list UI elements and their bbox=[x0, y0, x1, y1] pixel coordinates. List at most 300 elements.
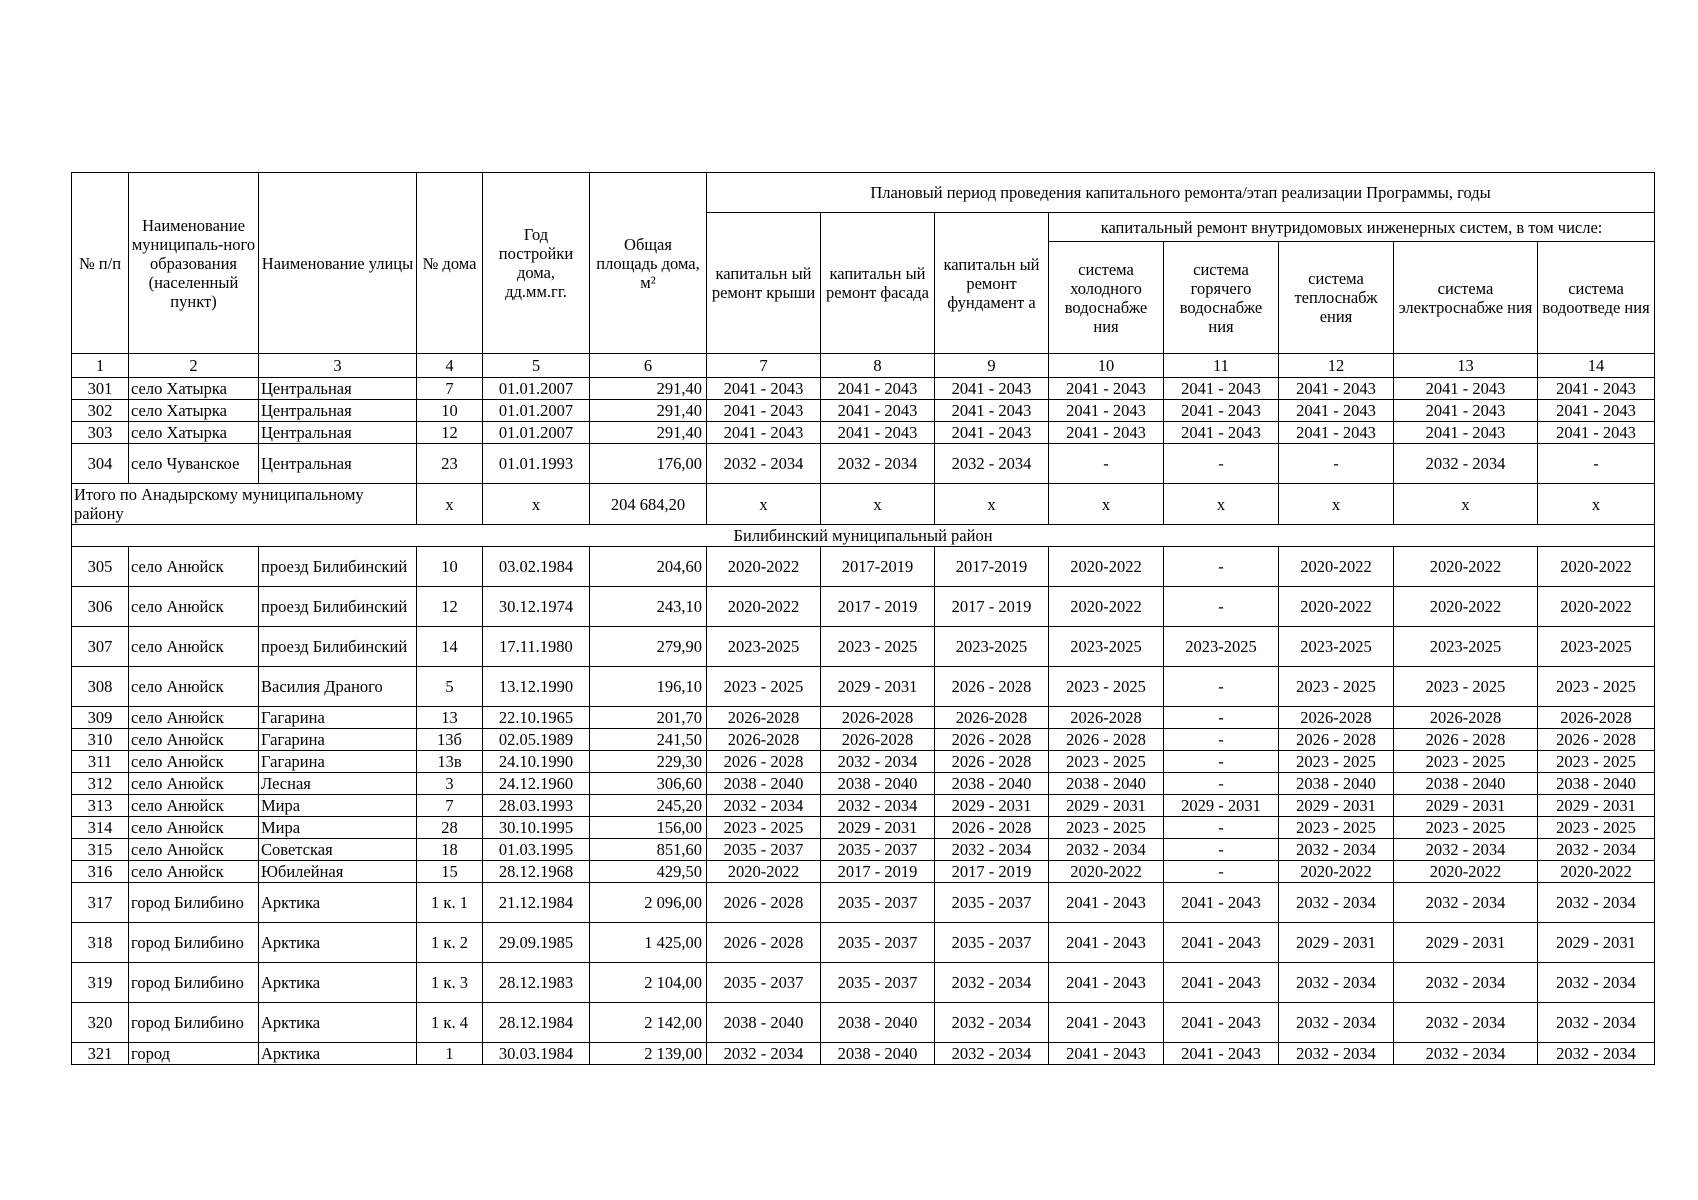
cold-water-period: 2041 - 2043 bbox=[1049, 1003, 1164, 1043]
hot-water-period: - bbox=[1164, 547, 1279, 587]
heating-period: x bbox=[1279, 484, 1394, 525]
header-area: Общая площадь дома, м² bbox=[590, 173, 707, 354]
build-date: 01.01.2007 bbox=[483, 378, 590, 400]
heating-period: 2023 - 2025 bbox=[1279, 667, 1394, 707]
house-number: 12 bbox=[417, 422, 483, 444]
cold-water-period: 2041 - 2043 bbox=[1049, 923, 1164, 963]
street: Арктика bbox=[259, 1003, 417, 1043]
header-hot-water: система горячего водоснабже ния bbox=[1164, 242, 1279, 354]
facade-period: 2035 - 2037 bbox=[821, 883, 935, 923]
heating-period: 2026 - 2028 bbox=[1279, 729, 1394, 751]
header-drainage: система водоотведе ния bbox=[1538, 242, 1655, 354]
municipality: город Билибино bbox=[129, 923, 259, 963]
hot-water-period: - bbox=[1164, 773, 1279, 795]
drainage-period: 2032 - 2034 bbox=[1538, 1003, 1655, 1043]
facade-period: 2026-2028 bbox=[821, 729, 935, 751]
row-num: 310 bbox=[72, 729, 129, 751]
row-num: 312 bbox=[72, 773, 129, 795]
heating-period: 2020-2022 bbox=[1279, 587, 1394, 627]
roof-period: 2026-2028 bbox=[707, 729, 821, 751]
table-row bbox=[72, 817, 1655, 839]
drainage-period: 2032 - 2034 bbox=[1538, 1043, 1655, 1065]
facade-period: 2032 - 2034 bbox=[821, 795, 935, 817]
house-number: 7 bbox=[417, 378, 483, 400]
heating-period: - bbox=[1279, 444, 1394, 484]
street: проезд Билибинский bbox=[259, 587, 417, 627]
street: проезд Билибинский bbox=[259, 547, 417, 587]
row-num: 309 bbox=[72, 707, 129, 729]
house-number: 3 bbox=[417, 773, 483, 795]
total-area: 2 104,00 bbox=[590, 963, 707, 1003]
heating-period: 2041 - 2043 bbox=[1279, 400, 1394, 422]
house-number: 23 bbox=[417, 444, 483, 484]
row-num: 302 bbox=[72, 400, 129, 422]
facade-period: 2041 - 2043 bbox=[821, 422, 935, 444]
total-area: 429,50 bbox=[590, 861, 707, 883]
header-roof: капитальн ый ремонт крыши bbox=[707, 213, 821, 354]
row-num: 320 bbox=[72, 1003, 129, 1043]
total-area: 2 139,00 bbox=[590, 1043, 707, 1065]
foundation-period: 2017 - 2019 bbox=[935, 587, 1049, 627]
section-title: Билибинский муниципальный район bbox=[72, 525, 1655, 547]
facade-period: 2029 - 2031 bbox=[821, 817, 935, 839]
foundation-period: 2041 - 2043 bbox=[935, 400, 1049, 422]
total-area: 241,50 bbox=[590, 729, 707, 751]
municipality: город Билибино bbox=[129, 883, 259, 923]
street: Гагарина bbox=[259, 751, 417, 773]
total-area: 2 142,00 bbox=[590, 1003, 707, 1043]
build-date: 03.02.1984 bbox=[483, 547, 590, 587]
house-number: 1 bbox=[417, 1043, 483, 1065]
municipality: село Анюйск bbox=[129, 795, 259, 817]
facade-period: 2023 - 2025 bbox=[821, 627, 935, 667]
total-area: 306,60 bbox=[590, 773, 707, 795]
cold-water-period: 2029 - 2031 bbox=[1049, 795, 1164, 817]
heating-period: 2026-2028 bbox=[1279, 707, 1394, 729]
build-date: 13.12.1990 bbox=[483, 667, 590, 707]
roof-period: 2026 - 2028 bbox=[707, 883, 821, 923]
foundation-period: 2032 - 2034 bbox=[935, 1003, 1049, 1043]
hot-water-period: 2041 - 2043 bbox=[1164, 1003, 1279, 1043]
facade-period: 2038 - 2040 bbox=[821, 773, 935, 795]
street: Арктика bbox=[259, 963, 417, 1003]
heating-period: 2032 - 2034 bbox=[1279, 1043, 1394, 1065]
colnum-cell: 12 bbox=[1279, 354, 1394, 378]
colnum-cell: 13 bbox=[1394, 354, 1538, 378]
roof-period: 2032 - 2034 bbox=[707, 1043, 821, 1065]
municipality: село Анюйск bbox=[129, 729, 259, 751]
build-date: 28.12.1968 bbox=[483, 861, 590, 883]
street: Арктика bbox=[259, 883, 417, 923]
foundation-period: 2026 - 2028 bbox=[935, 817, 1049, 839]
header-facade: капитальн ый ремонт фасада bbox=[821, 213, 935, 354]
house-number: 28 bbox=[417, 817, 483, 839]
street: Василия Драного bbox=[259, 667, 417, 707]
roof-period: 2026 - 2028 bbox=[707, 751, 821, 773]
table-row bbox=[72, 963, 1655, 1003]
municipality: село Анюйск bbox=[129, 817, 259, 839]
cold-water-period: 2041 - 2043 bbox=[1049, 378, 1164, 400]
roof-period: 2023-2025 bbox=[707, 627, 821, 667]
table-row bbox=[72, 667, 1655, 707]
house-number: 14 bbox=[417, 627, 483, 667]
roof-period: 2041 - 2043 bbox=[707, 422, 821, 444]
table-row bbox=[72, 444, 1655, 484]
foundation-period: 2032 - 2034 bbox=[935, 444, 1049, 484]
municipality: село Анюйск bbox=[129, 839, 259, 861]
heating-period: 2020-2022 bbox=[1279, 547, 1394, 587]
row-num: 319 bbox=[72, 963, 129, 1003]
table-row bbox=[72, 1003, 1655, 1043]
table-row bbox=[72, 883, 1655, 923]
row-num: 305 bbox=[72, 547, 129, 587]
cold-water-period: 2020-2022 bbox=[1049, 861, 1164, 883]
municipality: село Анюйск bbox=[129, 751, 259, 773]
hot-water-period: - bbox=[1164, 444, 1279, 484]
row-num: 318 bbox=[72, 923, 129, 963]
electricity-period: 2041 - 2043 bbox=[1394, 400, 1538, 422]
foundation-period: 2026 - 2028 bbox=[935, 667, 1049, 707]
table-row bbox=[72, 400, 1655, 422]
table-row bbox=[72, 773, 1655, 795]
total-label: Итого по Анадырскому муниципальному району bbox=[72, 484, 417, 525]
colnum-cell: 6 bbox=[590, 354, 707, 378]
house-number: x bbox=[417, 484, 483, 525]
facade-period: 2035 - 2037 bbox=[821, 963, 935, 1003]
municipality: село Хатырка bbox=[129, 422, 259, 444]
heating-period: 2032 - 2034 bbox=[1279, 963, 1394, 1003]
heating-period: 2023 - 2025 bbox=[1279, 817, 1394, 839]
build-date: 30.10.1995 bbox=[483, 817, 590, 839]
street: Гагарина bbox=[259, 729, 417, 751]
table-row bbox=[72, 627, 1655, 667]
row-num: 301 bbox=[72, 378, 129, 400]
electricity-period: 2020-2022 bbox=[1394, 547, 1538, 587]
build-date: 28.12.1983 bbox=[483, 963, 590, 1003]
house-number: 13 bbox=[417, 707, 483, 729]
drainage-period: 2023 - 2025 bbox=[1538, 751, 1655, 773]
hot-water-period: 2041 - 2043 bbox=[1164, 422, 1279, 444]
total-area: 291,40 bbox=[590, 400, 707, 422]
foundation-period: 2026 - 2028 bbox=[935, 729, 1049, 751]
facade-period: 2041 - 2043 bbox=[821, 378, 935, 400]
municipality: село Анюйск bbox=[129, 627, 259, 667]
hot-water-period: 2041 - 2043 bbox=[1164, 963, 1279, 1003]
colnum-cell: 1 bbox=[72, 354, 129, 378]
facade-period: 2041 - 2043 bbox=[821, 400, 935, 422]
electricity-period: 2020-2022 bbox=[1394, 587, 1538, 627]
roof-period: 2020-2022 bbox=[707, 587, 821, 627]
row-num: 311 bbox=[72, 751, 129, 773]
house-number: 13б bbox=[417, 729, 483, 751]
street: Мира bbox=[259, 817, 417, 839]
street: Советская bbox=[259, 839, 417, 861]
hot-water-period: - bbox=[1164, 587, 1279, 627]
facade-period: 2026-2028 bbox=[821, 707, 935, 729]
build-date: 01.01.1993 bbox=[483, 444, 590, 484]
total-area: 201,70 bbox=[590, 707, 707, 729]
electricity-period: 2026 - 2028 bbox=[1394, 729, 1538, 751]
colnum-cell: 9 bbox=[935, 354, 1049, 378]
municipality: село Анюйск bbox=[129, 667, 259, 707]
hot-water-period: - bbox=[1164, 729, 1279, 751]
total-area: 245,20 bbox=[590, 795, 707, 817]
municipality: село Анюйск bbox=[129, 587, 259, 627]
cold-water-period: 2041 - 2043 bbox=[1049, 963, 1164, 1003]
cold-water-period: 2020-2022 bbox=[1049, 587, 1164, 627]
table-row bbox=[72, 378, 1655, 400]
foundation-period: 2035 - 2037 bbox=[935, 883, 1049, 923]
foundation-period: 2017-2019 bbox=[935, 547, 1049, 587]
hot-water-period: 2041 - 2043 bbox=[1164, 923, 1279, 963]
total-area: 204 684,20 bbox=[590, 484, 707, 525]
colnum-cell: 3 bbox=[259, 354, 417, 378]
house-number: 1 к. 3 bbox=[417, 963, 483, 1003]
drainage-period: 2041 - 2043 bbox=[1538, 400, 1655, 422]
drainage-period: 2032 - 2034 bbox=[1538, 839, 1655, 861]
facade-period: 2035 - 2037 bbox=[821, 839, 935, 861]
build-date: 28.12.1984 bbox=[483, 1003, 590, 1043]
header-municipality: Наименование муниципаль-ного образования (населенный пункт) bbox=[129, 173, 259, 354]
drainage-period: 2020-2022 bbox=[1538, 587, 1655, 627]
heating-period: 2038 - 2040 bbox=[1279, 773, 1394, 795]
foundation-period: 2041 - 2043 bbox=[935, 378, 1049, 400]
electricity-period: 2029 - 2031 bbox=[1394, 923, 1538, 963]
build-date: 30.12.1974 bbox=[483, 587, 590, 627]
hot-water-period: - bbox=[1164, 817, 1279, 839]
cold-water-period: x bbox=[1049, 484, 1164, 525]
drainage-period: 2032 - 2034 bbox=[1538, 883, 1655, 923]
electricity-period: 2023 - 2025 bbox=[1394, 817, 1538, 839]
cold-water-period: 2023 - 2025 bbox=[1049, 817, 1164, 839]
hot-water-period: 2041 - 2043 bbox=[1164, 883, 1279, 923]
drainage-period: 2029 - 2031 bbox=[1538, 923, 1655, 963]
table-row bbox=[72, 839, 1655, 861]
electricity-period: 2041 - 2043 bbox=[1394, 422, 1538, 444]
drainage-period: 2041 - 2043 bbox=[1538, 422, 1655, 444]
municipality: село Анюйск bbox=[129, 861, 259, 883]
electricity-period: 2020-2022 bbox=[1394, 861, 1538, 883]
build-date: 02.05.1989 bbox=[483, 729, 590, 751]
total-area: 851,60 bbox=[590, 839, 707, 861]
electricity-period: 2038 - 2040 bbox=[1394, 773, 1538, 795]
heating-period: 2041 - 2043 bbox=[1279, 422, 1394, 444]
cold-water-period: - bbox=[1049, 444, 1164, 484]
house-number: 12 bbox=[417, 587, 483, 627]
foundation-period: x bbox=[935, 484, 1049, 525]
row-num: 314 bbox=[72, 817, 129, 839]
total-area: 156,00 bbox=[590, 817, 707, 839]
municipality: село Анюйск bbox=[129, 707, 259, 729]
heating-period: 2032 - 2034 bbox=[1279, 839, 1394, 861]
drainage-period: 2026-2028 bbox=[1538, 707, 1655, 729]
facade-period: 2038 - 2040 bbox=[821, 1043, 935, 1065]
total-area: 291,40 bbox=[590, 378, 707, 400]
row-num: 306 bbox=[72, 587, 129, 627]
roof-period: 2041 - 2043 bbox=[707, 378, 821, 400]
foundation-period: 2026-2028 bbox=[935, 707, 1049, 729]
section-row bbox=[72, 525, 1655, 547]
cold-water-period: 2041 - 2043 bbox=[1049, 400, 1164, 422]
facade-period: 2035 - 2037 bbox=[821, 923, 935, 963]
build-date: 22.10.1965 bbox=[483, 707, 590, 729]
total-area: 176,00 bbox=[590, 444, 707, 484]
total-area: 279,90 bbox=[590, 627, 707, 667]
colnum-cell: 14 bbox=[1538, 354, 1655, 378]
facade-period: x bbox=[821, 484, 935, 525]
foundation-period: 2023-2025 bbox=[935, 627, 1049, 667]
drainage-period: 2023 - 2025 bbox=[1538, 667, 1655, 707]
drainage-period: - bbox=[1538, 444, 1655, 484]
build-date: 01.03.1995 bbox=[483, 839, 590, 861]
row-num: 315 bbox=[72, 839, 129, 861]
roof-period: 2035 - 2037 bbox=[707, 963, 821, 1003]
hot-water-period: - bbox=[1164, 667, 1279, 707]
cold-water-period: 2026 - 2028 bbox=[1049, 729, 1164, 751]
drainage-period: 2020-2022 bbox=[1538, 547, 1655, 587]
roof-period: 2032 - 2034 bbox=[707, 795, 821, 817]
cold-water-period: 2023 - 2025 bbox=[1049, 751, 1164, 773]
table-row bbox=[72, 587, 1655, 627]
street: Арктика bbox=[259, 1043, 417, 1065]
electricity-period: 2032 - 2034 bbox=[1394, 963, 1538, 1003]
street: Лесная bbox=[259, 773, 417, 795]
electricity-period: 2023-2025 bbox=[1394, 627, 1538, 667]
house-number: 7 bbox=[417, 795, 483, 817]
table-row bbox=[72, 795, 1655, 817]
row-num: 317 bbox=[72, 883, 129, 923]
roof-period: 2041 - 2043 bbox=[707, 400, 821, 422]
build-date: 24.12.1960 bbox=[483, 773, 590, 795]
house-number: 1 к. 1 bbox=[417, 883, 483, 923]
house-number: 13в bbox=[417, 751, 483, 773]
cold-water-period: 2020-2022 bbox=[1049, 547, 1164, 587]
street: Мира bbox=[259, 795, 417, 817]
electricity-period: 2029 - 2031 bbox=[1394, 795, 1538, 817]
house-number: 18 bbox=[417, 839, 483, 861]
municipality: село Чуванское bbox=[129, 444, 259, 484]
colnum-cell: 2 bbox=[129, 354, 259, 378]
foundation-period: 2035 - 2037 bbox=[935, 923, 1049, 963]
total-area: 196,10 bbox=[590, 667, 707, 707]
municipality: село Хатырка bbox=[129, 400, 259, 422]
cold-water-period: 2023 - 2025 bbox=[1049, 667, 1164, 707]
hot-water-period: - bbox=[1164, 751, 1279, 773]
colnum-cell: 7 bbox=[707, 354, 821, 378]
municipality: город Билибино bbox=[129, 963, 259, 1003]
facade-period: 2032 - 2034 bbox=[821, 444, 935, 484]
roof-period: 2038 - 2040 bbox=[707, 1003, 821, 1043]
roof-period: 2020-2022 bbox=[707, 547, 821, 587]
house-number: 1 к. 4 bbox=[417, 1003, 483, 1043]
facade-period: 2032 - 2034 bbox=[821, 751, 935, 773]
header-electricity: система электроснабже ния bbox=[1394, 242, 1538, 354]
street: Центральная bbox=[259, 378, 417, 400]
street: проезд Билибинский bbox=[259, 627, 417, 667]
row-num: 313 bbox=[72, 795, 129, 817]
foundation-period: 2038 - 2040 bbox=[935, 773, 1049, 795]
roof-period: 2038 - 2040 bbox=[707, 773, 821, 795]
hot-water-period: x bbox=[1164, 484, 1279, 525]
table-row bbox=[72, 729, 1655, 751]
hot-water-period: 2041 - 2043 bbox=[1164, 400, 1279, 422]
colnum-cell: 4 bbox=[417, 354, 483, 378]
drainage-period: x bbox=[1538, 484, 1655, 525]
heating-period: 2023 - 2025 bbox=[1279, 751, 1394, 773]
header-house: № дома bbox=[417, 173, 483, 354]
street: Гагарина bbox=[259, 707, 417, 729]
build-date: 28.03.1993 bbox=[483, 795, 590, 817]
cold-water-period: 2023-2025 bbox=[1049, 627, 1164, 667]
facade-period: 2029 - 2031 bbox=[821, 667, 935, 707]
total-area: 1 425,00 bbox=[590, 923, 707, 963]
heating-period: 2023-2025 bbox=[1279, 627, 1394, 667]
drainage-period: 2026 - 2028 bbox=[1538, 729, 1655, 751]
foundation-period: 2032 - 2034 bbox=[935, 1043, 1049, 1065]
row-num: 308 bbox=[72, 667, 129, 707]
build-date: 21.12.1984 bbox=[483, 883, 590, 923]
electricity-period: 2032 - 2034 bbox=[1394, 839, 1538, 861]
drainage-period: 2023 - 2025 bbox=[1538, 817, 1655, 839]
street: Центральная bbox=[259, 444, 417, 484]
roof-period: 2020-2022 bbox=[707, 861, 821, 883]
drainage-period: 2020-2022 bbox=[1538, 861, 1655, 883]
foundation-period: 2026 - 2028 bbox=[935, 751, 1049, 773]
house-number: 5 bbox=[417, 667, 483, 707]
total-area: 229,30 bbox=[590, 751, 707, 773]
municipality: село Анюйск bbox=[129, 547, 259, 587]
house-number: 15 bbox=[417, 861, 483, 883]
roof-period: 2023 - 2025 bbox=[707, 667, 821, 707]
total-area: 2 096,00 bbox=[590, 883, 707, 923]
foundation-period: 2032 - 2034 bbox=[935, 839, 1049, 861]
electricity-period: 2026-2028 bbox=[1394, 707, 1538, 729]
facade-period: 2017-2019 bbox=[821, 547, 935, 587]
total-area: 204,60 bbox=[590, 547, 707, 587]
build-date: 30.03.1984 bbox=[483, 1043, 590, 1065]
table-row bbox=[72, 547, 1655, 587]
house-number: 10 bbox=[417, 547, 483, 587]
row-num: 304 bbox=[72, 444, 129, 484]
header-num: № п/п bbox=[72, 173, 129, 354]
hot-water-period: 2023-2025 bbox=[1164, 627, 1279, 667]
foundation-period: 2017 - 2019 bbox=[935, 861, 1049, 883]
hot-water-period: 2041 - 2043 bbox=[1164, 378, 1279, 400]
header-planned-period: Плановый период проведения капитального ремонта/этап реализации Программы, годы bbox=[707, 173, 1655, 213]
table-row bbox=[72, 1043, 1655, 1065]
roof-period: 2026 - 2028 bbox=[707, 923, 821, 963]
drainage-period: 2038 - 2040 bbox=[1538, 773, 1655, 795]
electricity-period: 2032 - 2034 bbox=[1394, 1043, 1538, 1065]
heating-period: 2020-2022 bbox=[1279, 861, 1394, 883]
street: Юбилейная bbox=[259, 861, 417, 883]
total-area: 291,40 bbox=[590, 422, 707, 444]
cold-water-period: 2041 - 2043 bbox=[1049, 1043, 1164, 1065]
total-area: 243,10 bbox=[590, 587, 707, 627]
electricity-period: 2023 - 2025 bbox=[1394, 667, 1538, 707]
cold-water-period: 2038 - 2040 bbox=[1049, 773, 1164, 795]
house-number: 1 к. 2 bbox=[417, 923, 483, 963]
roof-period: 2026-2028 bbox=[707, 707, 821, 729]
colnum-cell: 10 bbox=[1049, 354, 1164, 378]
capital-repair-table bbox=[71, 172, 1655, 1065]
electricity-period: 2032 - 2034 bbox=[1394, 883, 1538, 923]
colnum-cell: 8 bbox=[821, 354, 935, 378]
foundation-period: 2029 - 2031 bbox=[935, 795, 1049, 817]
row-num: 307 bbox=[72, 627, 129, 667]
heating-period: 2032 - 2034 bbox=[1279, 883, 1394, 923]
municipality: город Билибино bbox=[129, 1003, 259, 1043]
